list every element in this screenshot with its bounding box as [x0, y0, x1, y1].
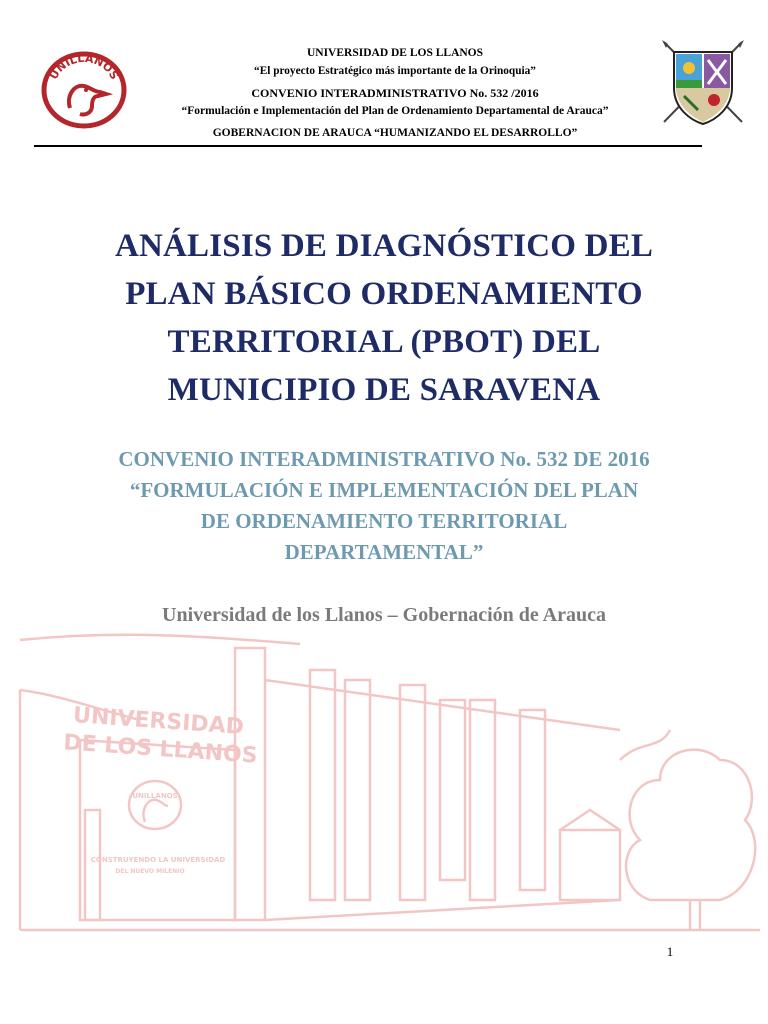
university-name: UNIVERSIDAD DE LOS LLANOS [306, 47, 484, 59]
header-divider [34, 145, 702, 147]
title-line-2: PLAN BÁSICO ORDENAMIENTO [125, 276, 643, 312]
subtitle-line-4: DEPARTAMENTAL” [284, 540, 484, 564]
agreement-number: CONVENIO INTERADMINISTRATIVO No. 532 /2016 [251, 86, 539, 100]
watermark-sign-line1: UNIVERSIDAD [72, 703, 245, 740]
document-title [74, 222, 694, 414]
logo-left-text: UNILLANOS [46, 51, 122, 82]
page-header [0, 0, 768, 150]
institutions-line: Universidad de los Llanos – Gobernación de Arauca [162, 604, 606, 626]
title-line-1: ANÁLISIS DE DIAGNÓSTICO DEL [114, 228, 654, 264]
watermark-motto-line1: CONSTRUYENDO LA UNIVERSIDAD [90, 856, 226, 864]
watermark-logo-text: UNILLANOS [132, 792, 178, 800]
university-building-watermark [0, 600, 768, 940]
arauca-coat-of-arms [660, 38, 746, 128]
unillanos-logo [40, 50, 128, 130]
svg-text:UNILLANOS [47, 52, 121, 82]
subtitle-line-2: “FORMULACIÓN E IMPLEMENTACIÓN DEL PLAN [129, 478, 639, 502]
title-line-3: TERRITORIAL (PBOT) DEL [167, 324, 601, 360]
title-line-4: MUNICIPIO DE SARAVENA [167, 372, 601, 408]
document-subtitle [74, 444, 694, 568]
watermark-motto-line2: DEL NUEVO MILENIO [115, 868, 185, 875]
government-name: GOBERNACION DE ARAUCA “HUMANIZANDO EL DESARROLLO” [212, 127, 578, 139]
watermark-sign-line2: DE LOS LLANOS [62, 730, 259, 769]
agreement-title: “Formulación e Implementación del Plan de Ordenamiento Departamental de Arauca” [181, 105, 609, 117]
page-number: 1 [666, 944, 674, 959]
university-slogan: “El proyecto Estratégico más importante de la Orinoquia” [254, 65, 536, 77]
header-text [150, 44, 640, 142]
subtitle-line-3: DE ORDENAMIENTO TERRITORIAL [200, 509, 568, 533]
subtitle-line-1: CONVENIO INTERADMINISTRATIVO No. 532 DE 2016 [118, 447, 650, 471]
